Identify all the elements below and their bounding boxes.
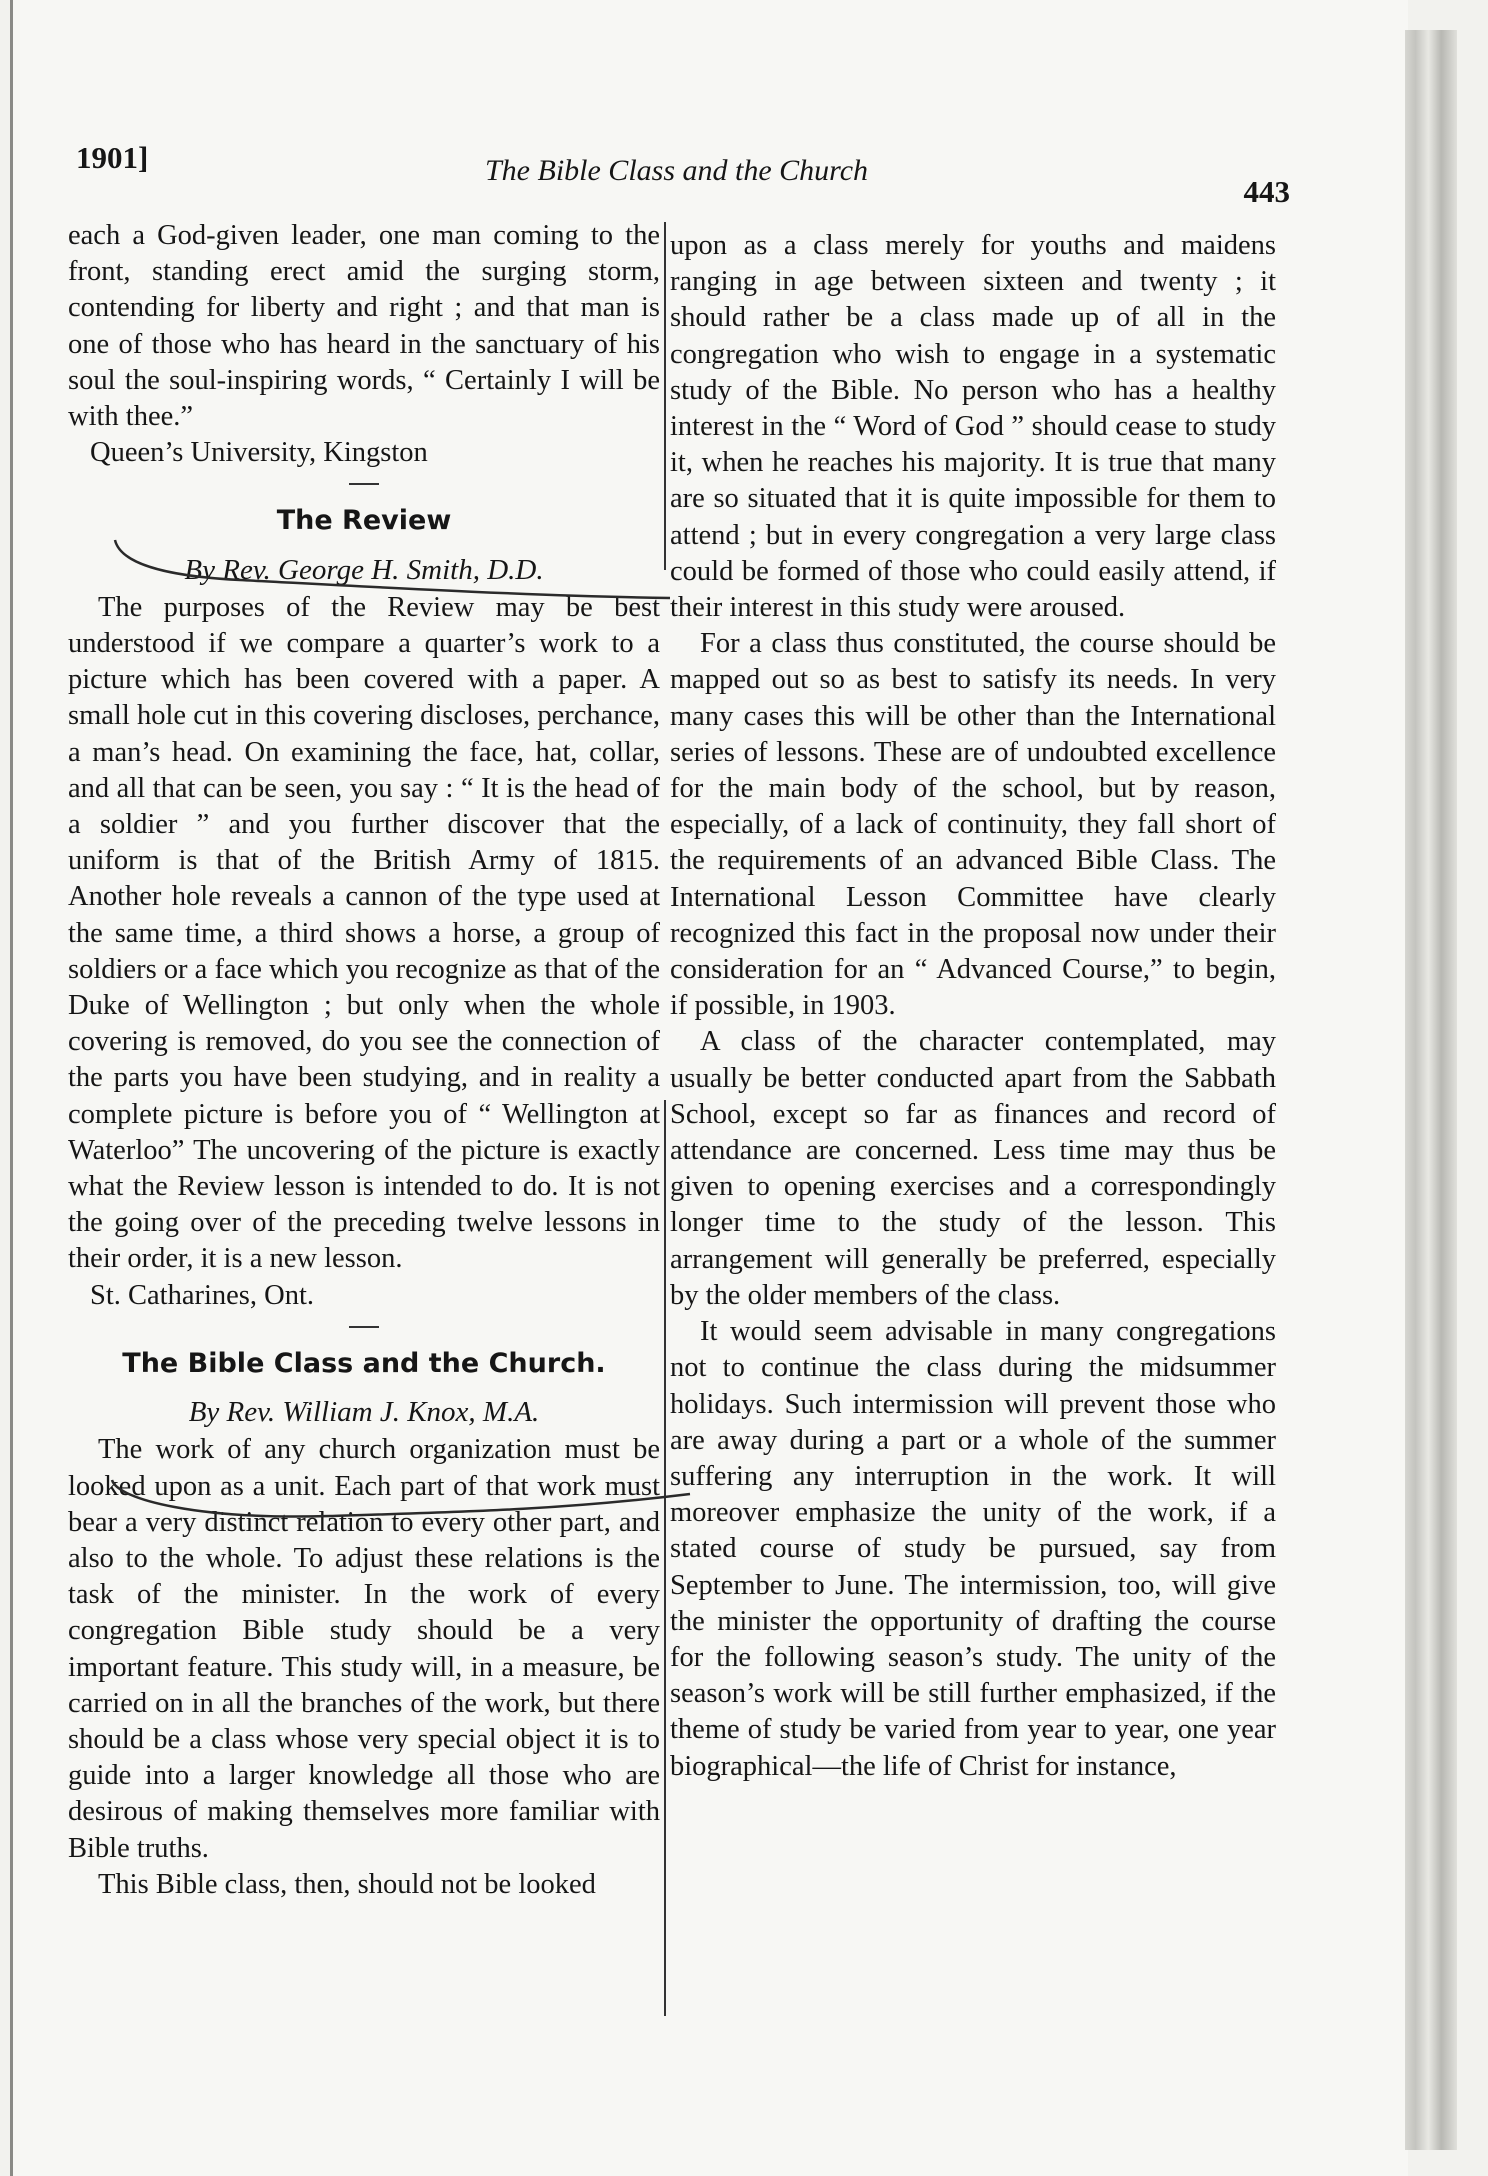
header-year: 1901] (76, 140, 149, 175)
review-title: The Review (276, 505, 452, 537)
right-column (670, 228, 1276, 1785)
column-rule-bottom (664, 1100, 666, 2016)
bible-class-byline: By Rev. William J. Knox, M.A. (188, 1396, 540, 1429)
right-paragraph-4: A class of the character contemplated, may usually be better conducted apart from the Sabbath School, except so far as finances and record of attendance are concerned. Less time may thus be given to opening exercises and a correspondingly longer time to the study of the lesson. This arrangement will generally be preferred, especially by the older members of the class. (670, 1026, 1276, 1311)
section-separator (349, 1326, 379, 1328)
page-stack-edge (1405, 30, 1457, 2150)
review-signature: St. Catharines, Ont. (90, 1279, 315, 1311)
right-paragraph-continued: upon as a class merely for youths and maidens ranging in age between sixteen and twenty ; it should rather be a class made up of all in the congregation who wish to engage in a systematic study of the Bible. No person who has a healthy interest in the “ Word of God ” should cease to study it, when he reaches his majority. It is true that many are so situated that it is quite impossible for them to attend ; but in every congregation a very large class could be formed of those who could easily attend, if their interest in this study were aroused. (670, 230, 1276, 624)
running-header (70, 132, 1290, 209)
bible-class-title: The Bible Class and the Church. (122, 1347, 606, 1379)
left-column (68, 218, 660, 1903)
review-body: The purposes of the Review may be best understood if we compare a quarter’s work to a picture which has been covered with a paper. A small hole cut in this covering discloses, perchance, a man’s head. On examining the face, hat, collar, and all that can be seen, you say : “ It is the head of a soldier ” and you further discover that the uniform is that of the British Army of 1815. Another hole reveals a cannon of the type used at the same time, a third shows a horse, a group of soldiers or a face which you recognize as that of the Duke of Wellington ; but only when the whole covering is removed, do you see the connection of the parts you have been studying, and in reality a complete picture is before you of “ Wellington at Waterloo” The uncovering of the picture is exactly what the Review lesson is intended to do. It is not the going over of the preceding twelve lessons in their order, it is a new lesson. (68, 591, 660, 1275)
bible-class-paragraph-1: The work of any church organization must be looked upon as a unit. Each part of that work must bear a very distinct relation to every other part, and also to the whole. To adjust these relations is the task of the minister. In the work of every congregation Bible study should be a very important feature. This study will, in a measure, be carried on in all the branches of the work, but there should be a class whose very special object it is to guide into a larger knowledge all those who are desirous of making themselves more familiar with Bible truths. (68, 1434, 660, 1864)
opening-signature: Queen’s University, Kingston (90, 437, 428, 469)
bible-class-paragraph-2-start: This Bible class, then, should not be looked (98, 1868, 596, 1900)
header-running-title: The Bible Class and the Church (485, 154, 869, 187)
section-separator (349, 483, 379, 485)
review-byline: By Rev. George H. Smith, D.D. (184, 553, 544, 586)
right-paragraph-3: For a class thus constituted, the course should be mapped out so as best to satisfy its needs. In very many cases this will be other than the International series of lessons. These are of undoubted excellence for the main body of the school, but by reason, especially, of a lack of continuity, they fall short of the requirements of an advanced Bible Class. The International Lesson Committee have clearly recognized this fact in the proposal now under their consideration for an “ Advanced Course,” to begin, if possible, in 1903. (670, 628, 1276, 1022)
right-paragraph-5: It would seem advisable in many congregations not to continue the class during the midsummer holidays. Such intermission will prevent those who are away during a part or a whole of the summer suffering any interruption in the work. It will moreover emphasize the unity of the work, if a stated course of study be pursued, say from September to June. The intermission, too, will give the minister the opportunity of drafting the course for the following season’s study. The unity of the season’s work will be still further emphasized, if the theme of study be varied from year to year, one year biographical—the life of Christ for instance, (670, 1316, 1276, 1782)
column-rule-top (664, 222, 666, 570)
opening-paragraph: each a God-given leader, one man coming to the front, standing erect amid the surging storm, contending for liberty and right ; and that man is one of those who has heard in the sanctuary of his soul the soul-inspiring words, “ Certainly I will be with thee.” (68, 220, 660, 433)
header-page-number: 443 (1243, 174, 1290, 209)
